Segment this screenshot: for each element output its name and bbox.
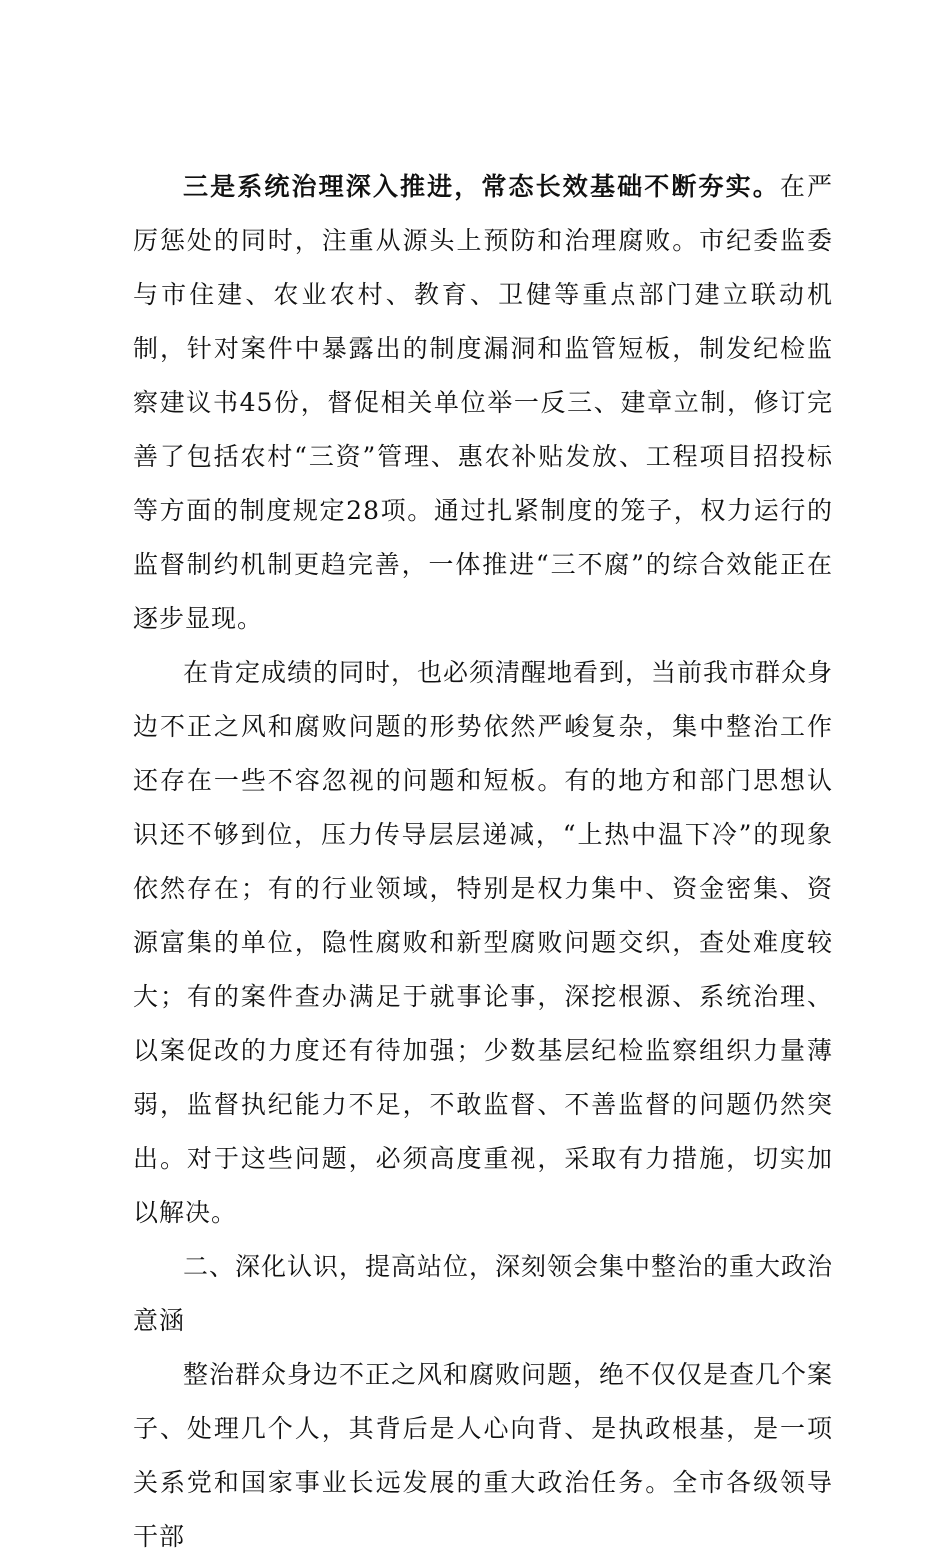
document-body [133,160,833,1564]
section-heading-2: 二、深化认识，提高站位，深刻领会集中整治的重大政治意涵 [133,1252,834,1335]
paragraph-system-governance [133,160,833,646]
paragraph-lead-heading: 三是系统治理深入推进，常态长效基础不断夯实。 [183,172,780,201]
paragraph-problems: 在肯定成绩的同时，也必须清醒地看到，当前我市群众身边不正之风和腐败问题的形势依然严峻复杂，集中整治工作还存在一些不容忽视的问题和短板。有的地方和部门思想认识还不够到位，压力传导层层递减，“上热中温下冷”的现象依然存在；有的行业领域，特别是权力集中、资金密集、资源富集的单位，隐性腐败和新型腐败问题交织，查处难度较大；有的案件查办满足于就事论事，深挖根源、系统治理、以案促改的力度还有待加强；少数基层纪检监察组织力量薄弱，监督执纪能力不足，不敢监督、不善监督的问题仍然突出。对于这些问题，必须高度重视，采取有力措施，切实加以解决。 [133,658,834,1227]
paragraph-body-text: 在严厉惩处的同时，注重从源头上预防和治理腐败。市纪委监委与市住建、农业农村、教育、卫健等重点部门建立联动机制，针对案件中暴露出的制度漏洞和监管短板，制发纪检监察建议书45份，督促相关单位举一反三、建章立制，修订完善了包括农村“三资”管理、惠农补贴发放、工程项目招投标等方面的制度规定28项。通过扎紧制度的笼子，权力运行的监督制约机制更趋完善，一体推进“三不腐”的综合效能正在逐步显现。 [133,172,833,633]
paragraph-political-significance: 整治群众身边不正之风和腐败问题，绝不仅仅是查几个案子、处理几个人，其背后是人心向背、是执政根基，是一项关系党和国家事业长远发展的重大政治任务。全市各级领导干部 [133,1360,834,1551]
